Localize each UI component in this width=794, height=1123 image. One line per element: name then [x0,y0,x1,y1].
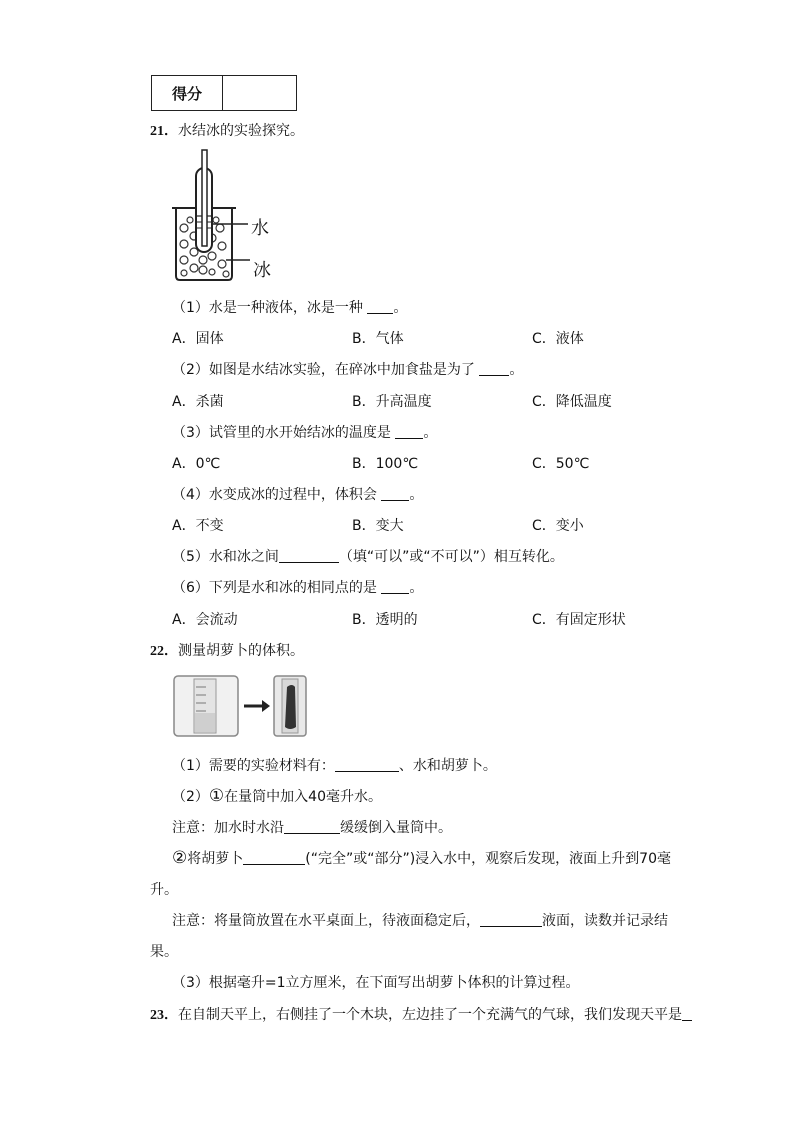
q23-text: 在自制天平上，右侧挂了一个木块，左边挂了一个充满气的气球，我们发现天平是 [178,1007,682,1023]
q21-sub1-option-a[interactable]: A．固体 [172,331,224,347]
q22-step2-text-after: (“完全”或“部分”)浸入水中，观察后发现，液面上升到70毫 [305,851,671,867]
q21-sub2-option-a[interactable]: A．杀菌 [172,394,224,410]
q21-sub3 [172,422,437,442]
step-2-marker: ② [172,848,188,868]
figure-label-water: 水 [251,218,269,239]
q21-sub3-text: （3）试管里的水开始结冰的温度是 [172,425,391,441]
answer-blank[interactable] [279,548,339,563]
q21-sub4 [172,484,423,504]
answer-blank[interactable] [381,486,409,501]
q21-heading [150,120,304,140]
answer-blank[interactable] [367,299,393,314]
q21-sub4-option-b[interactable]: B．变大 [352,518,404,534]
q22-sub2-text-after: 在量筒中加入40毫升水。 [224,789,382,805]
score-label: 得分 [152,76,223,110]
q21-sub2-end: 。 [509,362,524,378]
q21-sub4-option-c[interactable]: C．变小 [532,518,584,534]
q22-note2 [172,910,668,930]
q22-step2 [172,848,671,868]
q21-sub5 [172,546,564,566]
q21-sub5-text-before: （5）水和冰之间 [172,549,279,565]
q21-sub1-option-c[interactable]: C．液体 [532,331,584,347]
q21-sub2-text: （2）如图是水结冰实验，在碎冰中加食盐是为了 [172,362,475,378]
q22-note2-text-after: 液面，读数并记录结 [542,913,668,929]
q21-sub1-end: 。 [393,300,408,316]
q21-sub1-option-b[interactable]: B．气体 [352,331,404,347]
q21-sub1 [172,297,407,317]
q21-sub2-option-c[interactable]: C．降低温度 [532,394,612,410]
answer-blank[interactable] [682,1006,692,1021]
q22-title: 测量胡萝卜的体积。 [178,643,304,659]
q21-sub6-end: 。 [409,580,424,596]
q21-sub1-text: （1）水是一种液体，冰是一种 [172,300,363,316]
score-table [151,75,297,111]
q21-sub6-option-b[interactable]: B．透明的 [352,612,418,628]
q22-sub1-text-before: （1）需要的实验材料有： [172,758,335,774]
answer-blank[interactable] [243,850,305,865]
q21-sub5-text-after: （填“可以”或“不可以”）相互转化。 [338,549,564,565]
answer-blank[interactable] [395,424,423,439]
q22-sub2-text-before: （2） [172,789,209,805]
carrot-measure-figure [172,673,308,739]
q22-note1 [172,817,452,837]
q21-number: 21． [150,124,178,139]
step-1-marker: ① [208,786,225,806]
figure-label-ice: 冰 [253,260,271,281]
q22-note1-text-before: 注意：加水时水沿 [172,820,284,836]
q22-sub2 [172,786,382,806]
q21-sub6-option-c[interactable]: C．有固定形状 [532,612,626,628]
q21-sub3-end: 。 [423,425,438,441]
q22-note2-cont: 果。 [150,944,178,960]
q21-sub3-option-a[interactable]: A．0℃ [172,456,221,472]
answer-blank[interactable] [480,912,542,927]
q21-sub3-option-b[interactable]: B．100℃ [352,456,419,472]
q22-heading [150,640,304,660]
q21-sub4-end: 。 [409,487,424,503]
q21-sub4-text: （4）水变成冰的过程中，体积会 [172,487,377,503]
q21-sub6 [172,577,423,597]
q22-number: 22． [150,644,178,659]
q23-heading [150,1004,692,1024]
q22-sub1-text-after: 、水和胡萝卜。 [398,758,497,774]
q21-title: 水结冰的实验探究。 [178,123,304,139]
q21-sub6-text: （6）下列是水和冰的相同点的是 [172,580,377,596]
q22-note1-text-after: 缓缓倒入量筒中。 [340,820,452,836]
q22-step2-cont: 升。 [150,882,178,898]
answer-blank[interactable] [479,361,509,376]
q21-sub6-option-a[interactable]: A．会流动 [172,612,238,628]
answer-blank[interactable] [381,579,409,594]
answer-blank[interactable] [335,757,399,772]
q22-sub3: （3）根据毫升=1立方厘米，在下面写出胡萝卜体积的计算过程。 [172,975,580,991]
q22-note2-text-before: 注意：将量筒放置在水平桌面上，待液面稳定后， [172,913,480,929]
q21-sub2-option-b[interactable]: B．升高温度 [352,394,432,410]
q21-sub2 [172,359,523,379]
q21-sub4-option-a[interactable]: A．不变 [172,518,224,534]
q22-step2-text-before: 将胡萝卜 [187,851,244,867]
q22-sub1 [172,755,497,775]
q23-number: 23． [150,1008,178,1023]
q21-sub3-option-c[interactable]: C．50℃ [532,456,590,472]
answer-blank[interactable] [284,819,340,834]
